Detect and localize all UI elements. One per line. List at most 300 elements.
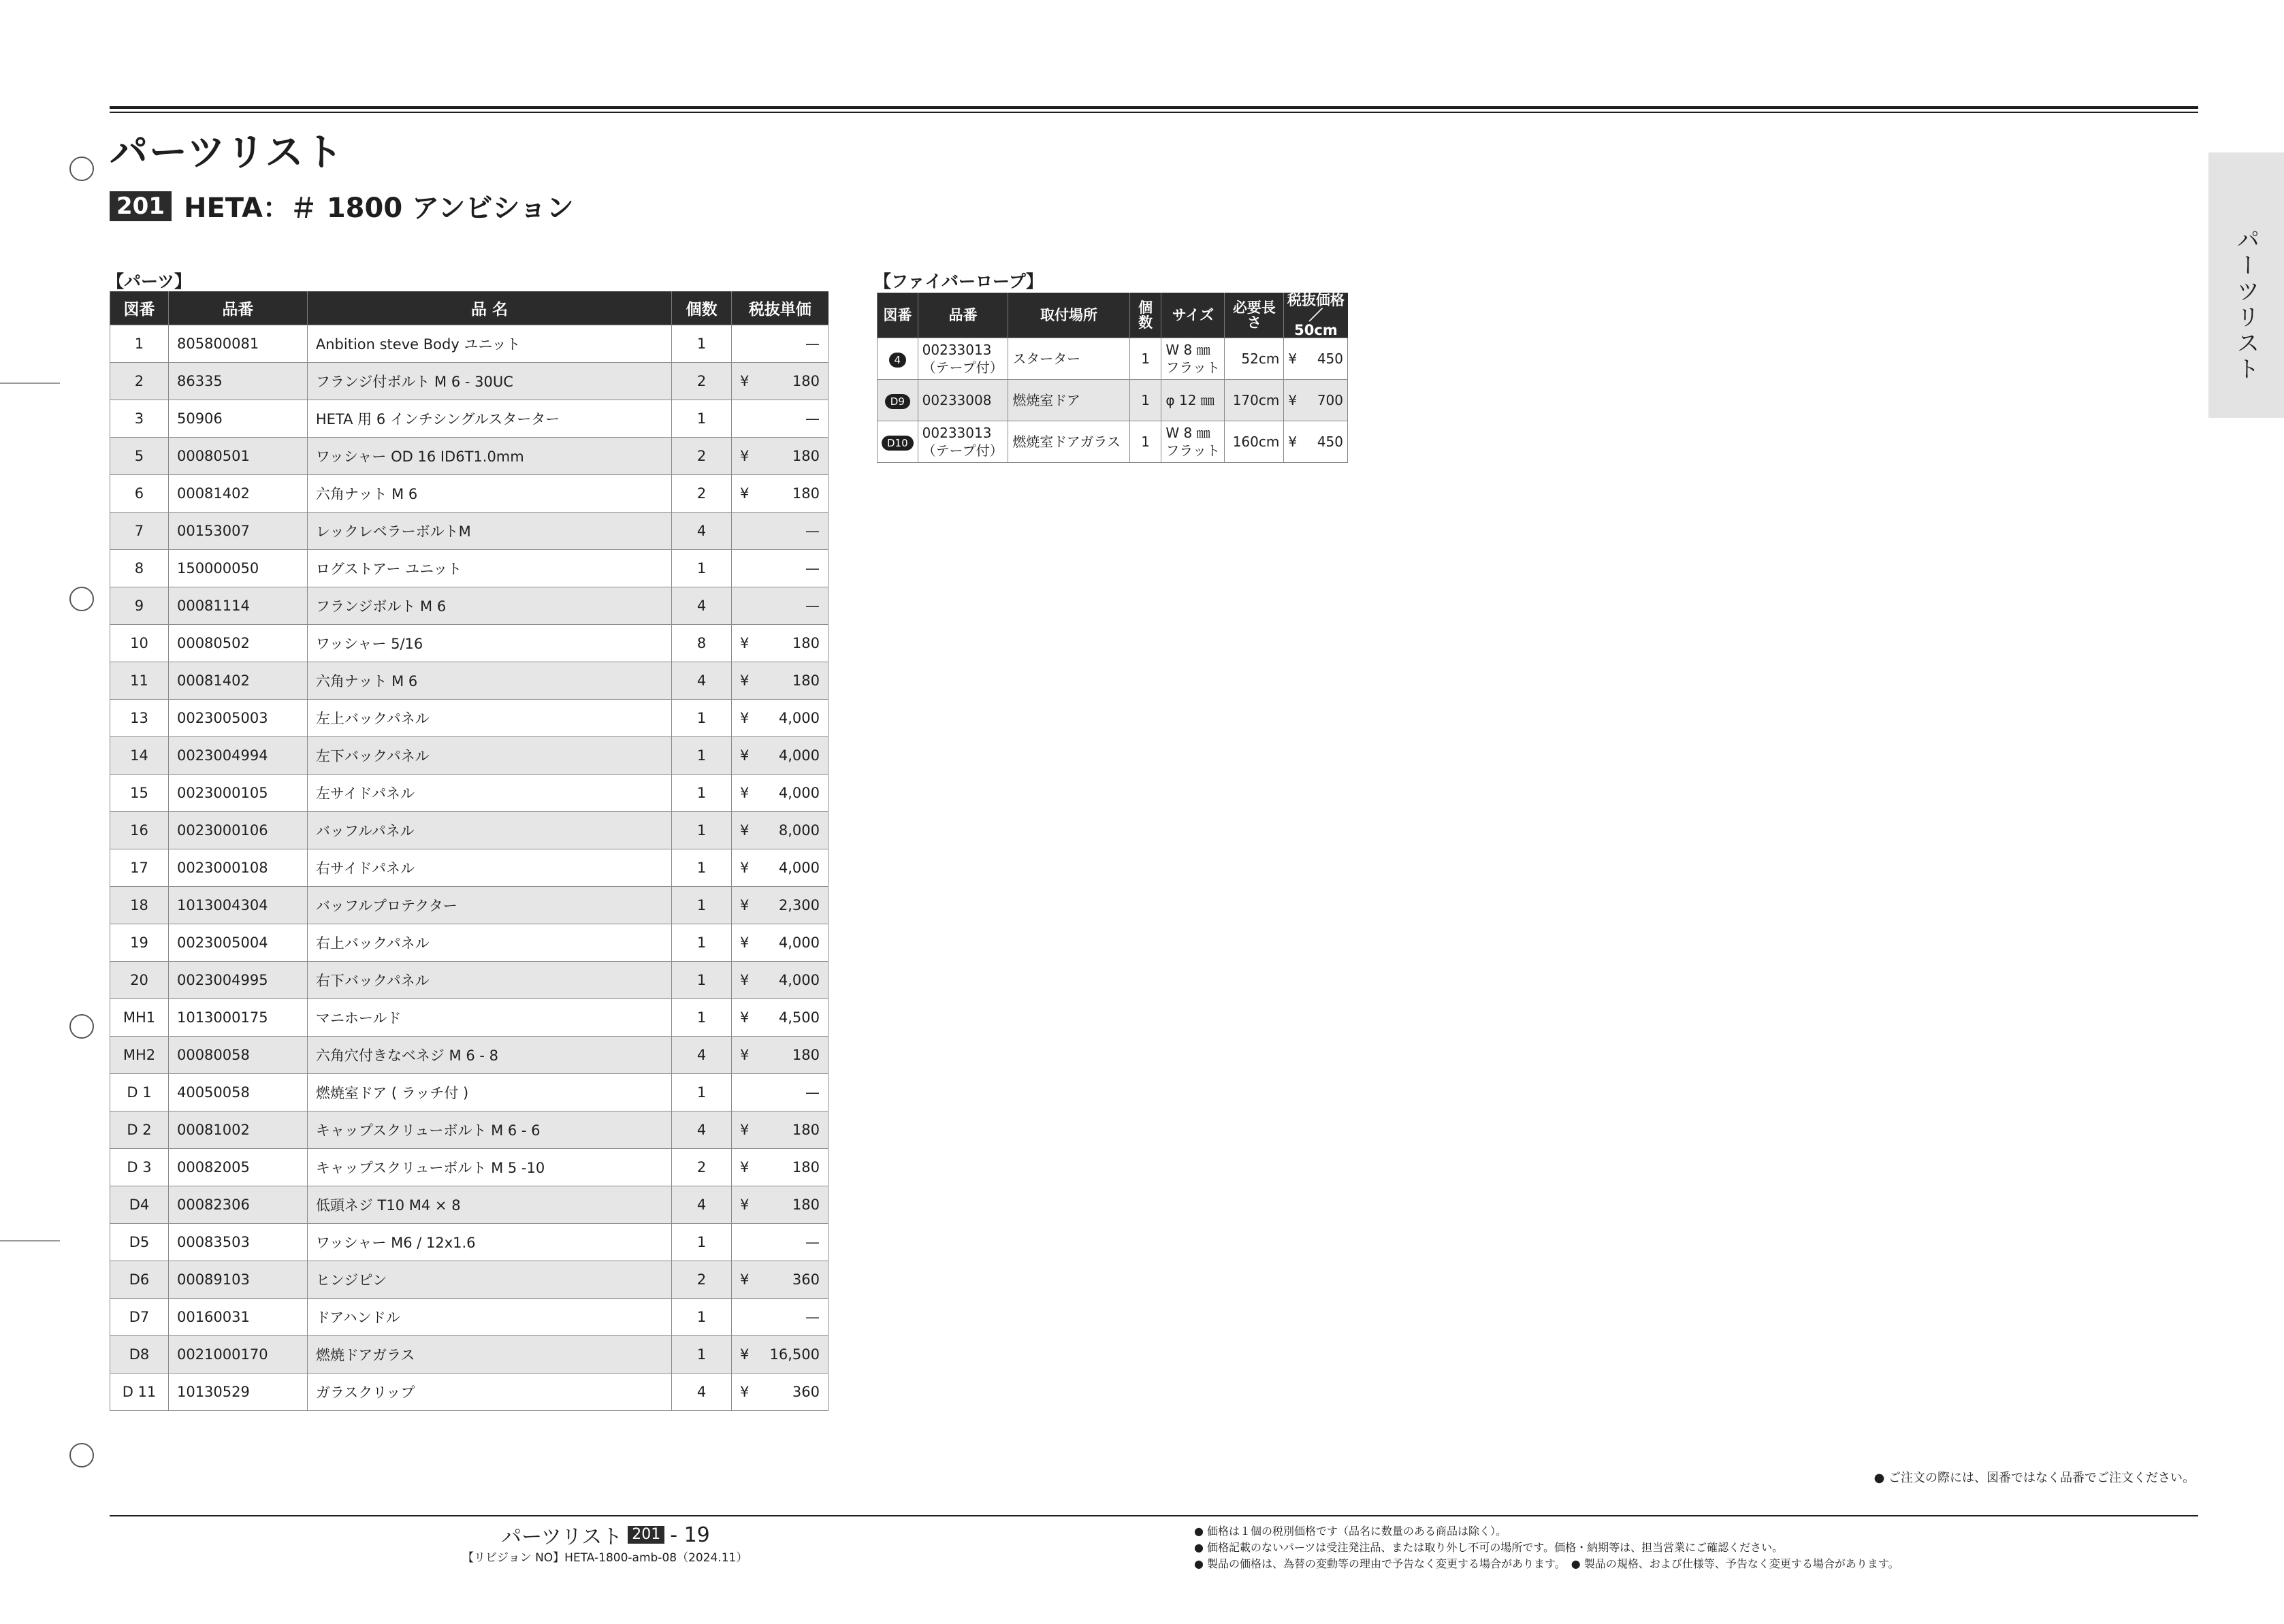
price-value [740,1234,820,1250]
qty-cell: 1 [1129,421,1161,463]
fig-cell [878,338,918,380]
fig-cell: 5 [110,438,169,475]
yen-sign: ¥ [740,935,750,951]
fig-cell: D 1 [110,1074,169,1111]
name-cell: 燃焼ドアガラス [307,1336,671,1374]
footer-note: ● 製品の価格は、為替の変動等の理由で予告なく変更する場合があります。 ● 製品の規格、および仕様等、予告なく変更する場合があります。 [1194,1557,1899,1570]
price-amount: — [805,410,820,427]
price-cell [732,700,829,737]
footer-notes [1194,1523,1899,1572]
part-no: 00233008 [922,392,992,408]
part-no-cell: 1013000175 [168,999,307,1037]
length-cell: 52cm [1225,338,1284,380]
yen-sign: ¥ [740,897,750,913]
table-row [110,775,829,812]
price-value [740,1271,820,1288]
yen-sign: ¥ [740,860,750,876]
price-amount: 4,000 [778,747,820,764]
price-amount: 180 [792,1159,820,1175]
name-cell: ワッシャー 5/16 [307,625,671,662]
price-cell [732,1037,829,1074]
yen-sign: ¥ [740,373,750,389]
table-row [110,737,829,775]
name-cell: 六角ナット M 6 [307,662,671,700]
price-cell [732,999,829,1037]
table-row [110,700,829,737]
qty-cell: 2 [672,475,732,513]
price-amount: 700 [1317,392,1343,408]
price-value [740,1384,820,1400]
part-no-cell [918,421,1008,463]
qty-cell: 1 [672,887,732,924]
yen-sign: ¥ [740,1122,750,1138]
part-no-cell: 0023004994 [168,737,307,775]
header-fig: 図番 [110,291,169,325]
table-row [110,924,829,962]
name-cell: HETA 用 6 インチシングルスターター [307,400,671,438]
price-amount: 360 [792,1271,820,1288]
qty-cell: 1 [672,1074,732,1111]
price-amount: 8,000 [778,822,820,839]
price-value [1288,350,1343,368]
fig-cell: 7 [110,513,169,550]
part-no-cell: 0023000106 [168,812,307,849]
qty-cell: 1 [672,1224,732,1261]
qty-cell: 1 [672,325,732,363]
binder-hole-icon [69,157,94,181]
qty-cell: 4 [672,587,732,625]
price-value [740,598,820,614]
size-value: W 8 ㎜ [1165,342,1210,358]
price-amount: 16,500 [769,1346,820,1363]
fold-mark [0,1240,60,1241]
price-cell [732,400,829,438]
price-amount: — [805,560,820,576]
header-fig: 図番 [878,293,918,338]
yen-sign: ¥ [740,747,750,764]
price-amount: 180 [792,448,820,464]
rope-table [877,293,1348,463]
binder-hole-icon [69,587,94,611]
binder-hole-icon [69,1443,94,1467]
part-no-cell: 00089103 [168,1261,307,1299]
name-cell: ガラスクリップ [307,1374,671,1411]
fig-cell: MH1 [110,999,169,1037]
part-no: 00233013 [922,342,992,358]
fig-cell: 15 [110,775,169,812]
fig-cell: D 2 [110,1111,169,1149]
price-amount: 180 [792,1122,820,1138]
size-cell [1161,421,1225,463]
price-cell [732,1149,829,1186]
table-row [878,380,1348,421]
table-row [110,1261,829,1299]
part-no-cell: 805800081 [168,325,307,363]
size-cell [1161,338,1225,380]
fig-cell: D8 [110,1336,169,1374]
qty-cell: 1 [672,849,732,887]
price-value [1288,433,1343,451]
name-cell: フランジ付ボルト M 6 - 30UC [307,363,671,400]
fig-pill: 4 [889,353,907,368]
qty-cell: 1 [1129,338,1161,380]
fig-cell [878,380,918,421]
fig-cell: 9 [110,587,169,625]
price-cell [732,1374,829,1411]
fig-cell: D 11 [110,1374,169,1411]
price-cell [732,1299,829,1336]
name-cell: Anbition steve Body ユニット [307,325,671,363]
name-cell: 燃焼室ドア ( ラッチ付 ) [307,1074,671,1111]
price-amount: — [805,336,820,352]
part-no-cell: 0023005004 [168,924,307,962]
price-amount: — [805,1234,820,1250]
header-part-no: 品番 [918,293,1008,338]
location-cell: 燃焼室ドア [1008,380,1129,421]
part-no-cell: 0023000105 [168,775,307,812]
price-cell [732,812,829,849]
price-amount: 4,000 [778,972,820,988]
table-row [110,1111,829,1149]
price-cell [732,1224,829,1261]
part-no-cell: 150000050 [168,550,307,587]
qty-cell: 2 [672,1149,732,1186]
name-cell: 左上バックパネル [307,700,671,737]
name-cell: 六角穴付きなベネジ M 6 - 8 [307,1037,671,1074]
table-row [110,625,829,662]
fig-cell: 17 [110,849,169,887]
price-value [740,860,820,876]
page-subtitle [110,186,574,225]
part-no-cell: 10130529 [168,1374,307,1411]
part-no-cell: 0023000108 [168,849,307,887]
part-note: （テープ付） [922,359,1003,376]
order-note: ● ご注文の際には、図番ではなく品番でご注文ください。 [1873,1471,2195,1485]
table-row [110,513,829,550]
price-cell [732,962,829,999]
price-amount: 4,000 [778,935,820,951]
fig-cell: 18 [110,887,169,924]
price-cell [732,1336,829,1374]
fig-cell: D7 [110,1299,169,1336]
length-cell: 160cm [1225,421,1284,463]
part-no-cell [918,380,1008,421]
binder-hole-icon [69,1014,94,1039]
qty-cell: 1 [672,962,732,999]
yen-sign: ¥ [740,672,750,689]
price-amount: — [805,523,820,539]
price-cell [732,363,829,400]
qty-cell: 4 [672,1037,732,1074]
parts-table [110,291,829,1411]
header-location: 取付場所 [1008,293,1129,338]
yen-sign: ¥ [1288,434,1298,450]
part-no-cell: 00081114 [168,587,307,625]
fig-cell: 11 [110,662,169,700]
qty-cell: 1 [672,400,732,438]
yen-sign: ¥ [740,972,750,988]
name-cell: バッフルプロテクター [307,887,671,924]
table-row [110,1149,829,1186]
price-value [740,336,820,352]
price-cell [732,438,829,475]
footer-note: ● 価格記載のないパーツは受注発注品、または取り外し不可の場所です。価格・納期等は、担当営業にご確認ください。 [1194,1541,1784,1554]
price-value [740,1346,820,1363]
qty-cell: 1 [672,775,732,812]
header-price: 税抜価格 ／ 50cm [1284,293,1348,338]
fig-cell: 1 [110,325,169,363]
header-part-no: 品番 [168,291,307,325]
section-tab[interactable]: パーツリスト [2208,152,2284,418]
model-badge: 201 [110,191,172,221]
yen-sign: ¥ [740,485,750,502]
price-amount: — [805,1309,820,1325]
table-row [110,1186,829,1224]
qty-cell: 4 [672,513,732,550]
size-note: フラット [1165,442,1221,459]
fig-cell: 14 [110,737,169,775]
page-badge: 201 [628,1526,664,1544]
price-amount: 180 [792,1197,820,1213]
price-amount: 180 [792,635,820,651]
qty-cell: 2 [672,438,732,475]
price-value [740,747,820,764]
yen-sign: ¥ [740,1346,750,1363]
price-value [740,560,820,576]
price-cell [732,325,829,363]
name-cell: レックレベラーボルトM [307,513,671,550]
qty-cell: 1 [1129,380,1161,421]
name-cell: 右上バックパネル [307,924,671,962]
name-cell: 左下バックパネル [307,737,671,775]
price-amount: 450 [1317,351,1343,367]
name-cell: バッフルパネル [307,812,671,849]
yen-sign: ¥ [1288,351,1298,367]
price-value [740,1047,820,1063]
price-value [740,897,820,913]
price-value [740,1084,820,1101]
page-title: パーツリスト [110,131,344,175]
price-amount: 4,000 [778,710,820,726]
table-row [110,1074,829,1111]
price-cell [732,475,829,513]
qty-cell: 1 [672,1336,732,1374]
header-rule [110,106,2198,109]
price-amount: 4,000 [778,860,820,876]
qty-cell: 1 [672,700,732,737]
name-cell: キャップスクリューボルト M 5 -10 [307,1149,671,1186]
qty-cell: 1 [672,924,732,962]
fold-mark [0,383,60,384]
part-no-cell: 50906 [168,400,307,438]
parts-header-row [110,291,829,325]
part-no-cell: 0023004995 [168,962,307,999]
table-row [878,338,1348,380]
table-row [110,363,829,400]
price-amount: 2,300 [778,897,820,913]
price-cell [732,513,829,550]
table-row [110,999,829,1037]
price-cell [732,587,829,625]
price-cell [732,737,829,775]
price-value [740,410,820,427]
yen-sign: ¥ [740,1009,750,1026]
fig-cell: D4 [110,1186,169,1224]
price-value [740,1159,820,1175]
price-amount: — [805,598,820,614]
part-no-cell: 00081402 [168,475,307,513]
fig-cell: 8 [110,550,169,587]
table-row [110,662,829,700]
yen-sign: ¥ [740,1384,750,1400]
price-value [740,785,820,801]
name-cell: ログストアー ユニット [307,550,671,587]
part-no-cell: 00160031 [168,1299,307,1336]
price-value [740,1009,820,1026]
header-price: 税抜単価 [732,291,829,325]
price-cell [732,1261,829,1299]
qty-cell: 4 [672,1111,732,1149]
price-amount: — [805,1084,820,1101]
price-amount: 360 [792,1384,820,1400]
price-cell [732,775,829,812]
qty-cell: 2 [672,363,732,400]
qty-cell: 1 [672,550,732,587]
fig-cell: 6 [110,475,169,513]
price-cell [732,1186,829,1224]
header-rule-thin [110,112,2198,113]
qty-cell: 1 [672,999,732,1037]
name-cell: ヒンジピン [307,1261,671,1299]
price-value [740,935,820,951]
part-no-cell: 00081002 [168,1111,307,1149]
qty-cell: 4 [672,1186,732,1224]
part-no-cell: 00080501 [168,438,307,475]
table-row [878,421,1348,463]
table-row [110,475,829,513]
revision-number: 【リビジョン NO】HETA-1800-amb-08（2024.11） [462,1551,748,1565]
rope-header-row [878,293,1348,338]
price-cell [732,887,829,924]
qty-cell: 1 [672,737,732,775]
price-cell [732,1111,829,1149]
fig-cell: 2 [110,363,169,400]
price-cell [732,1074,829,1111]
part-no-cell: 40050058 [168,1074,307,1111]
part-no-cell: 0021000170 [168,1336,307,1374]
part-no-cell: 00082306 [168,1186,307,1224]
name-cell: 左サイドパネル [307,775,671,812]
price-amount: 180 [792,373,820,389]
price-value [740,1197,820,1213]
price-value [740,672,820,689]
price-value [740,972,820,988]
size-cell [1161,380,1225,421]
part-no-cell [918,338,1008,380]
yen-sign: ¥ [740,710,750,726]
price-value [740,485,820,502]
price-amount: 4,500 [778,1009,820,1026]
fig-cell [878,421,918,463]
size-note: フラット [1165,359,1221,376]
qty-cell: 2 [672,1261,732,1299]
header-name: 品 名 [307,291,671,325]
table-row [110,550,829,587]
name-cell: 右下バックパネル [307,962,671,999]
part-note: （テープ付） [922,442,1003,459]
fig-cell: 19 [110,924,169,962]
table-row [110,325,829,363]
yen-sign: ¥ [740,635,750,651]
price-value [1288,391,1343,409]
table-row [110,1336,829,1374]
name-cell: ワッシャー M6 / 12x1.6 [307,1224,671,1261]
name-cell: 低頭ネジ T10 M4 × 8 [307,1186,671,1224]
fig-cell: MH2 [110,1037,169,1074]
location-cell: 燃焼室ドアガラス [1008,421,1129,463]
yen-sign: ¥ [740,1047,750,1063]
price-cell [1284,338,1348,380]
fig-cell: 20 [110,962,169,999]
qty-cell: 4 [672,662,732,700]
price-amount: 4,000 [778,785,820,801]
fig-cell: D5 [110,1224,169,1261]
fig-pill: D9 [885,394,910,409]
table-row [110,962,829,999]
part-no-cell: 86335 [168,363,307,400]
fig-cell: D 3 [110,1149,169,1186]
price-cell [732,924,829,962]
size-value: W 8 ㎜ [1165,425,1210,441]
price-amount: 450 [1317,434,1343,450]
qty-cell: 8 [672,625,732,662]
name-cell: ドアハンドル [307,1299,671,1336]
page-label: パーツリスト [501,1525,623,1549]
footer-note: ● 価格は１個の税別価格です（品名に数量のある商品は除く）。 [1194,1525,1507,1538]
qty-cell: 1 [672,812,732,849]
fig-cell: 16 [110,812,169,849]
rope-section-label: 【ファイバーロープ】 [874,272,1044,291]
header-length: 必要長さ [1225,293,1284,338]
price-cell [732,849,829,887]
part-no-cell: 00153007 [168,513,307,550]
price-cell [1284,380,1348,421]
table-row [110,1224,829,1261]
name-cell: ワッシャー OD 16 ID6T1.0mm [307,438,671,475]
header-qty: 個数 [672,291,732,325]
price-cell [732,625,829,662]
price-value [740,1309,820,1325]
yen-sign: ¥ [1288,392,1298,408]
price-value [740,448,820,464]
price-cell [732,550,829,587]
yen-sign: ¥ [740,822,750,839]
part-no-cell: 0023005003 [168,700,307,737]
table-row [110,438,829,475]
page-number [501,1520,710,1550]
price-value [740,710,820,726]
fig-cell: 13 [110,700,169,737]
table-row [110,587,829,625]
footer-rule [110,1515,2198,1516]
part-no-cell: 00083503 [168,1224,307,1261]
price-amount: 180 [792,485,820,502]
part-no: 00233013 [922,425,992,441]
part-no-cell: 00081402 [168,662,307,700]
fig-pill: D10 [882,436,914,451]
header-size: サイズ [1161,293,1225,338]
part-no-cell: 00082005 [168,1149,307,1186]
